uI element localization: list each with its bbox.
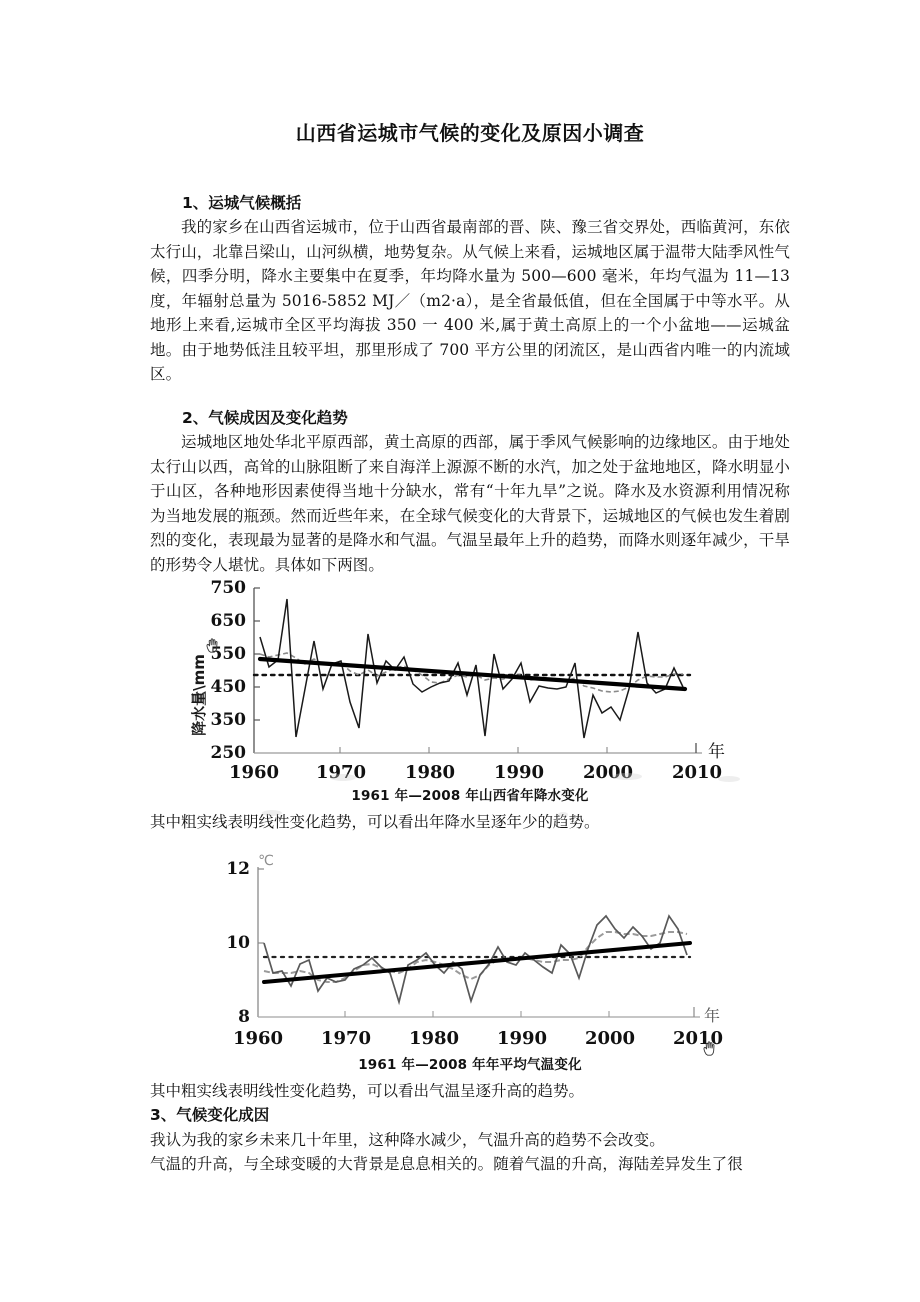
precip-x-unit-label: 年	[708, 742, 725, 763]
section-heading-2: 2、气候成因及变化趋势	[182, 408, 348, 427]
precip-ytick-650: 650	[210, 611, 246, 632]
figure-2-note: 其中粗实线表明线性变化趋势，可以看出气温呈逐升高的趋势。	[150, 1081, 585, 1100]
figure-temperature	[150, 851, 790, 1079]
precip-annual-line	[260, 599, 683, 738]
section-3-paragraph-1: 我认为我的家乡未来几十年里，这种降水减少，气温升高的趋势不会改变。	[150, 1130, 665, 1149]
precip-xtick-1960: 1960	[228, 762, 280, 783]
section-paragraph-1: 我的家乡在山西省运城市，位于山西省最南部的晋、陕、豫三省交界处，西临黄河，东依太行山，北靠吕梁山，山河纵横，地势复杂。从气候上来看，运城地区属于温带大陆季风性气候，四季分明，降水主要集中在夏季，年均降水量为 500—600 毫米，年均气温为 11—13 度，年辐射总量为 5016-5852 MJ／（m2·a），是全省最低值，但在全国属于中等水平。从地形上来看,运城市全区平均海拔 350 一 400 米,属于黄土高原上的一个小盆地——运城盆地。由于地势低洼且较平坦，那里形成了 700 平方公里的闭流区，是山西省内唯一的内流域区。	[150, 218, 790, 384]
precip-ytick-750: 750	[210, 578, 246, 599]
precip-xtick-1990: 1990	[493, 762, 545, 783]
section-heading-1: 1、运城气候概括	[182, 194, 302, 212]
temp-trend-line	[264, 943, 690, 982]
figure-2-caption: 1961 年—2008 年年平均气温变化	[358, 1056, 582, 1073]
temp-xtick-1970: 1970	[320, 1027, 372, 1049]
section-paragraph-2: 运城地区地处华北平原西部，黄土高原的西部，属于季风气候影响的边缘地区。由于地处太行山以西，高耸的山脉阻断了来自海洋上源源不断的水汽，加之处于盆地地区，降水明显小于山区，各种地形因素使得当地十分缺水，常有“十年九旱”之说。降水及水资源利用情况称为当地发展的瓶颈。然而近些年来，在全球气候变化的大背景下，运城地区的气候也发生着剧烈的变化，表现最为显著的是降水和气温。气温呈最年上升的趋势，而降水则逐年减少，干旱的形势令人堪忧。具体如下两图。	[150, 433, 790, 574]
figure-precipitation	[150, 577, 790, 810]
precip-xtick-1980: 1980	[404, 762, 456, 783]
precip-ytick-250: 250	[210, 743, 246, 764]
temp-ytick-12: 12	[226, 858, 250, 879]
precip-xtick-1970: 1970	[315, 762, 367, 783]
temp-xtick-1960: 1960	[232, 1027, 284, 1049]
section-3-paragraph-2: 气温的升高，与全球变暖的大背景是息息相关的。随着气温的升高，海陆差异发生了很	[150, 1155, 743, 1174]
figure-1-note: 其中粗实线表明线性变化趋势，可以看出年降水呈逐年少的趋势。	[150, 813, 600, 832]
section-heading-3: 3、气候变化成因	[150, 1106, 270, 1125]
temp-xtick-1980: 1980	[408, 1027, 460, 1049]
precipitation-chart	[190, 577, 750, 782]
temp-ytick-10: 10	[226, 932, 250, 953]
precip-ytick-350: 350	[210, 710, 246, 731]
document-content	[150, 0, 790, 1177]
temp-xtick-2010: 2010	[672, 1027, 724, 1049]
temperature-chart	[210, 851, 730, 1051]
temp-x-unit-label: 年	[704, 1005, 721, 1025]
precip-xtick-2010: 2010	[671, 762, 723, 783]
temp-ytick-8: 8	[238, 1006, 250, 1027]
temp-y-axis-label: ℃	[258, 852, 274, 869]
temp-annual-line	[264, 916, 687, 1002]
precip-ytick-550: 550	[210, 644, 246, 665]
precip-xtick-2000: 2000	[582, 762, 634, 783]
precip-y-axis-label: 降水量\mm	[190, 654, 208, 737]
precip-ytick-450: 450	[210, 677, 246, 698]
page-title: 山西省运城市气候的变化及原因小调查	[295, 121, 645, 145]
temp-xtick-2000: 2000	[584, 1027, 636, 1049]
figure-1-caption: 1961 年—2008 年山西省年降水变化	[351, 788, 589, 805]
temp-xtick-1990: 1990	[496, 1027, 548, 1049]
